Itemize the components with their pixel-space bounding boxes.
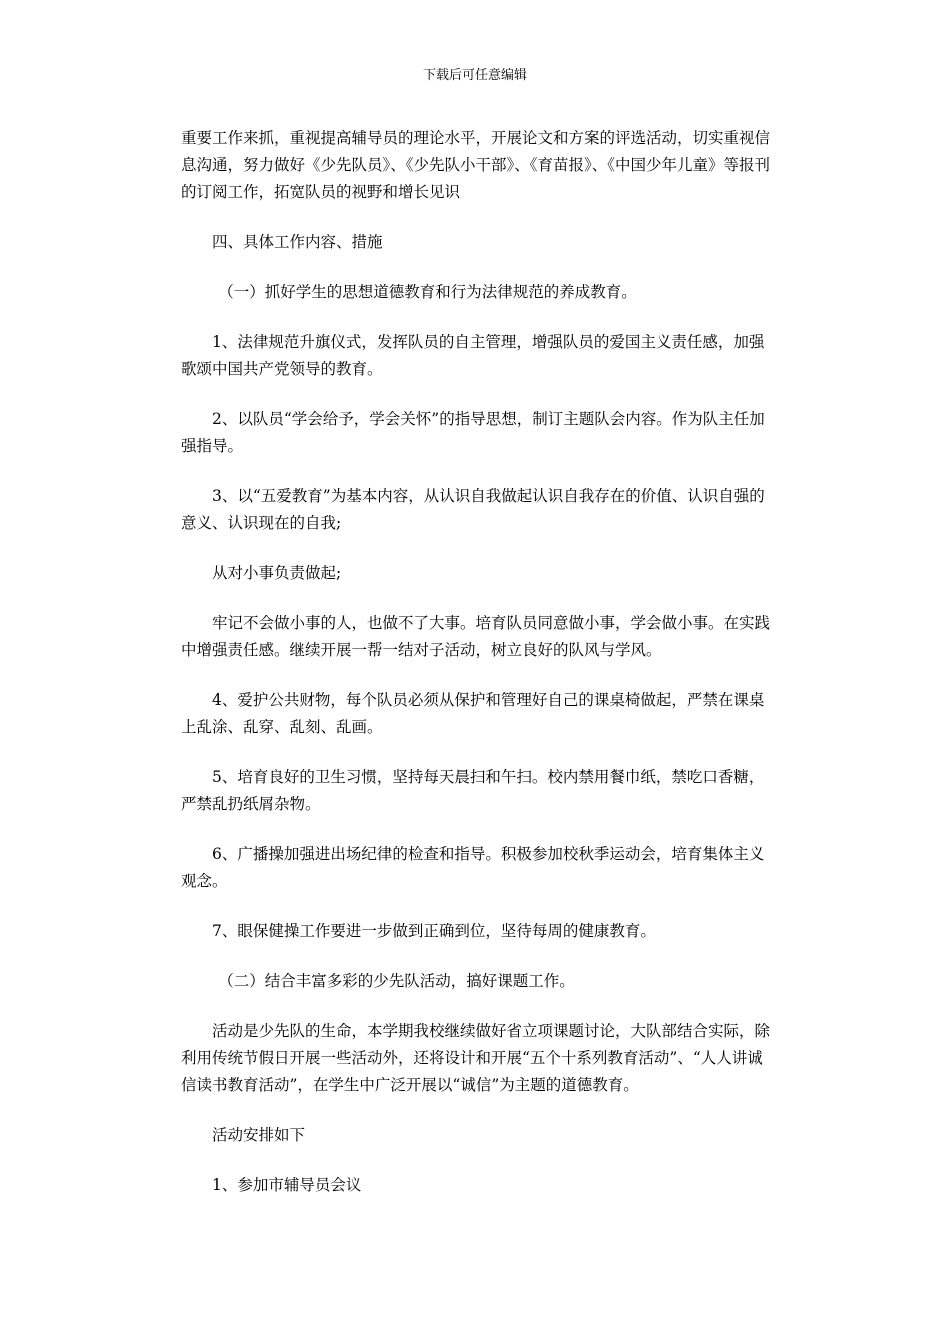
paragraph-item-3: 3、以“五爱教育”为基本内容，从认识自我做起认识自我存在的价值、认识自强的意义、认识现在的自我; [181, 487, 765, 532]
paragraph-item-2: 2、以队员“学会给予，学会关怀”的指导思想，制订主题队会内容。作为队主任加强指导。 [181, 410, 765, 455]
paragraph-item-1: 1、法律规范升旗仪式，发挥队员的自主管理，增强队员的爱国主义责任感，加强歌颂中国共产党领导的教育。 [181, 333, 765, 378]
section-heading-4: 四、具体工作内容、措施 [212, 233, 383, 251]
subsection-heading-1: （一）抓好学生的思想道德教育和行为法律规范的养成教育。 [218, 283, 637, 301]
paragraph-item-6: 6、广播操加强进出场纪律的检查和指导。积极参加校秋季运动会，培育集体主义观念。 [181, 845, 765, 890]
paragraph-continuation: 重要工作来抓，重视提高辅导员的理论水平，开展论文和方案的评选活动，切实重视信息沟通，努力做好《少先队员》、《少先队小干部》、《育苗报》、《中国少年儿童》等报刊的订阅工作，拓宽队员的视野和增长见识 [181, 129, 771, 201]
paragraph-responsibility: 牢记不会做小事的人，也做不了大事。培育队员同意做小事，学会做小事。在实践中增强责任感。继续开展一帮一结对子活动，树立良好的队风与学风。 [181, 614, 771, 659]
paragraph-item-7: 7、眼保健操工作要进一步做到正确到位，坚待每周的健康教育。 [212, 922, 656, 940]
page-header: 下载后可任意编辑 [422, 68, 527, 83]
paragraph-item-5: 5、培育良好的卫生习惯，坚持每天晨扫和午扫。校内禁用餐巾纸，禁吃口香糖，严禁乱扔纸屑杂物。 [181, 768, 765, 813]
paragraph-schedule-item-1: 1、参加市辅导员会议 [212, 1176, 362, 1194]
paragraph-item-4: 4、爱护公共财物，每个队员必须从保护和管理好自己的课桌椅做起，严禁在课桌上乱涂、乱穿、乱刻、乱画。 [181, 691, 765, 736]
subsection-heading-2: （二）结合丰富多彩的少先队活动，搞好课题工作。 [218, 972, 575, 990]
document-body [181, 125, 777, 1222]
paragraph-activities: 活动是少先队的生命，本学期我校继续做好省立项课题讨论，大队部结合实际，除利用传统节假日开展一些活动外，还将设计和开展“五个十系列教育活动”、“人人讲诚信读书教育活动”，在学生中广泛开展以“诚信”为主题的道德教育。 [181, 1022, 771, 1094]
paragraph-small-things: 从对小事负责做起; [212, 564, 342, 582]
paragraph-schedule-heading: 活动安排如下 [212, 1126, 306, 1144]
